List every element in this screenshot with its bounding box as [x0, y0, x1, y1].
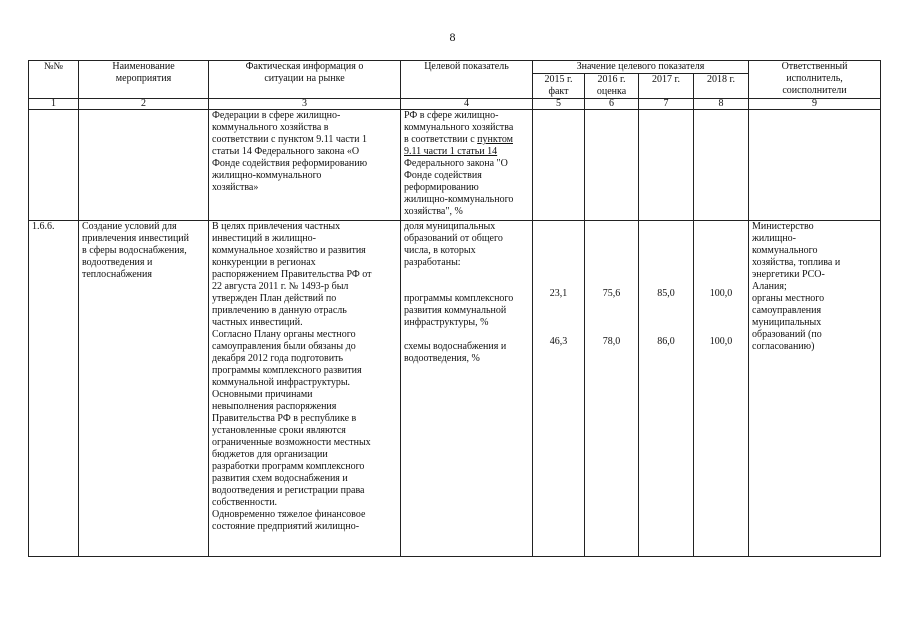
- header-2018: 2018 г.: [694, 74, 749, 99]
- value-2016-schemes: 78,0: [602, 336, 621, 347]
- col-number: 2: [79, 99, 209, 110]
- row-target: доля муниципальных образований от общего числа, в которых разработаны: программы комплексного развития коммунальной инфраструктуры, % схемы водоснабжения и водоотведения, %: [401, 221, 533, 557]
- header-value: Значение целевого показателя: [533, 61, 749, 74]
- value-2016-programs: 75,6: [602, 288, 621, 299]
- table-row-1-6-6: [29, 221, 881, 557]
- header-2015: 2015 г. факт: [533, 74, 585, 99]
- row-responsible: Министерство жилищно- коммунального хозяйства, топлива и энергетики РСО- Алания; органы местного самоуправления муниципальных образований (по согласованию): [749, 221, 881, 557]
- col-number: 1: [29, 99, 79, 110]
- row-fact: В целях привлечения частных инвестиций в жилищно- коммунальное хозяйство и развития конкуренции в регионах распоряжением Правительства РФ от 22 августа 2011 г. № 1493-р был утвержден План действий по привлечению в данную отрасль частных инвестиций. Согласно Плану органы местного самоуправления были обязаны до декабря 2012 года подготовить программы комплексного развития коммунальной инфраструктуры. Основными причинами невыполнения распоряжения Правительства РФ в республике в установленные сроки являются ограниченные возможности местных бюджетов для организации разработки программ комплексного развития схем водоснабжения и водоотведения и регистрации права собственности. Одновременно тяжелое финансовое состояние предприятий жилищно-: [209, 221, 401, 557]
- value-2015-schemes: 46,3: [549, 336, 568, 347]
- col-number: 4: [401, 99, 533, 110]
- value-2018-schemes: 100,0: [709, 336, 733, 347]
- row-num: 1.6.6.: [29, 221, 79, 557]
- values-2016: [585, 221, 639, 557]
- header-fact: Фактическая информация о ситуации на рынке: [209, 61, 401, 99]
- col-number: 9: [749, 99, 881, 110]
- value-2017-programs: 85,0: [657, 288, 675, 299]
- col-number: 6: [585, 99, 639, 110]
- value-2017-schemes: 86,0: [657, 336, 675, 347]
- values-2018: [694, 221, 749, 557]
- header-2016: 2016 г. оценка: [585, 74, 639, 99]
- values-2017: [639, 221, 694, 557]
- values-2015: [533, 221, 585, 557]
- table-row-continuation: [29, 110, 881, 221]
- header-target: Целевой показатель: [401, 61, 533, 99]
- value-2018-programs: 100,0: [709, 288, 733, 299]
- column-number-row: [29, 99, 881, 110]
- header-num: №№: [29, 61, 79, 99]
- row-name: Создание условий для привлечения инвестиций в сферы водоснабжения, водоотведения и теплоснабжения: [79, 221, 209, 557]
- law-reference-link[interactable]: пунктом 9.11 части 1 статьи 14: [404, 134, 513, 157]
- col-number: 8: [694, 99, 749, 110]
- page-number: 8: [449, 30, 456, 44]
- continuation-target: РФ в сфере жилищно- коммунального хозяйства в соответствии с пунктом 9.11 части 1 статьи 14 Федерального закона "О Фонде содействия реформированию жилищно-коммунального хозяйства", %: [401, 110, 533, 221]
- col-number: 3: [209, 99, 401, 110]
- value-2015-programs: 23,1: [549, 288, 568, 299]
- header-2017: 2017 г.: [639, 74, 694, 99]
- measures-table: [28, 60, 881, 557]
- col-number: 7: [639, 99, 694, 110]
- header-name: Наименование мероприятия: [79, 61, 209, 99]
- header-responsible: Ответственный исполнитель, соисполнители: [749, 61, 881, 99]
- col-number: 5: [533, 99, 585, 110]
- continuation-fact: Федерации в сфере жилищно- коммунального хозяйства в соответствии с пунктом 9.11 части 1 статьи 14 Федерального закона «О Фонде содействия реформированию жилищно-коммунального хозяйства»: [209, 110, 401, 221]
